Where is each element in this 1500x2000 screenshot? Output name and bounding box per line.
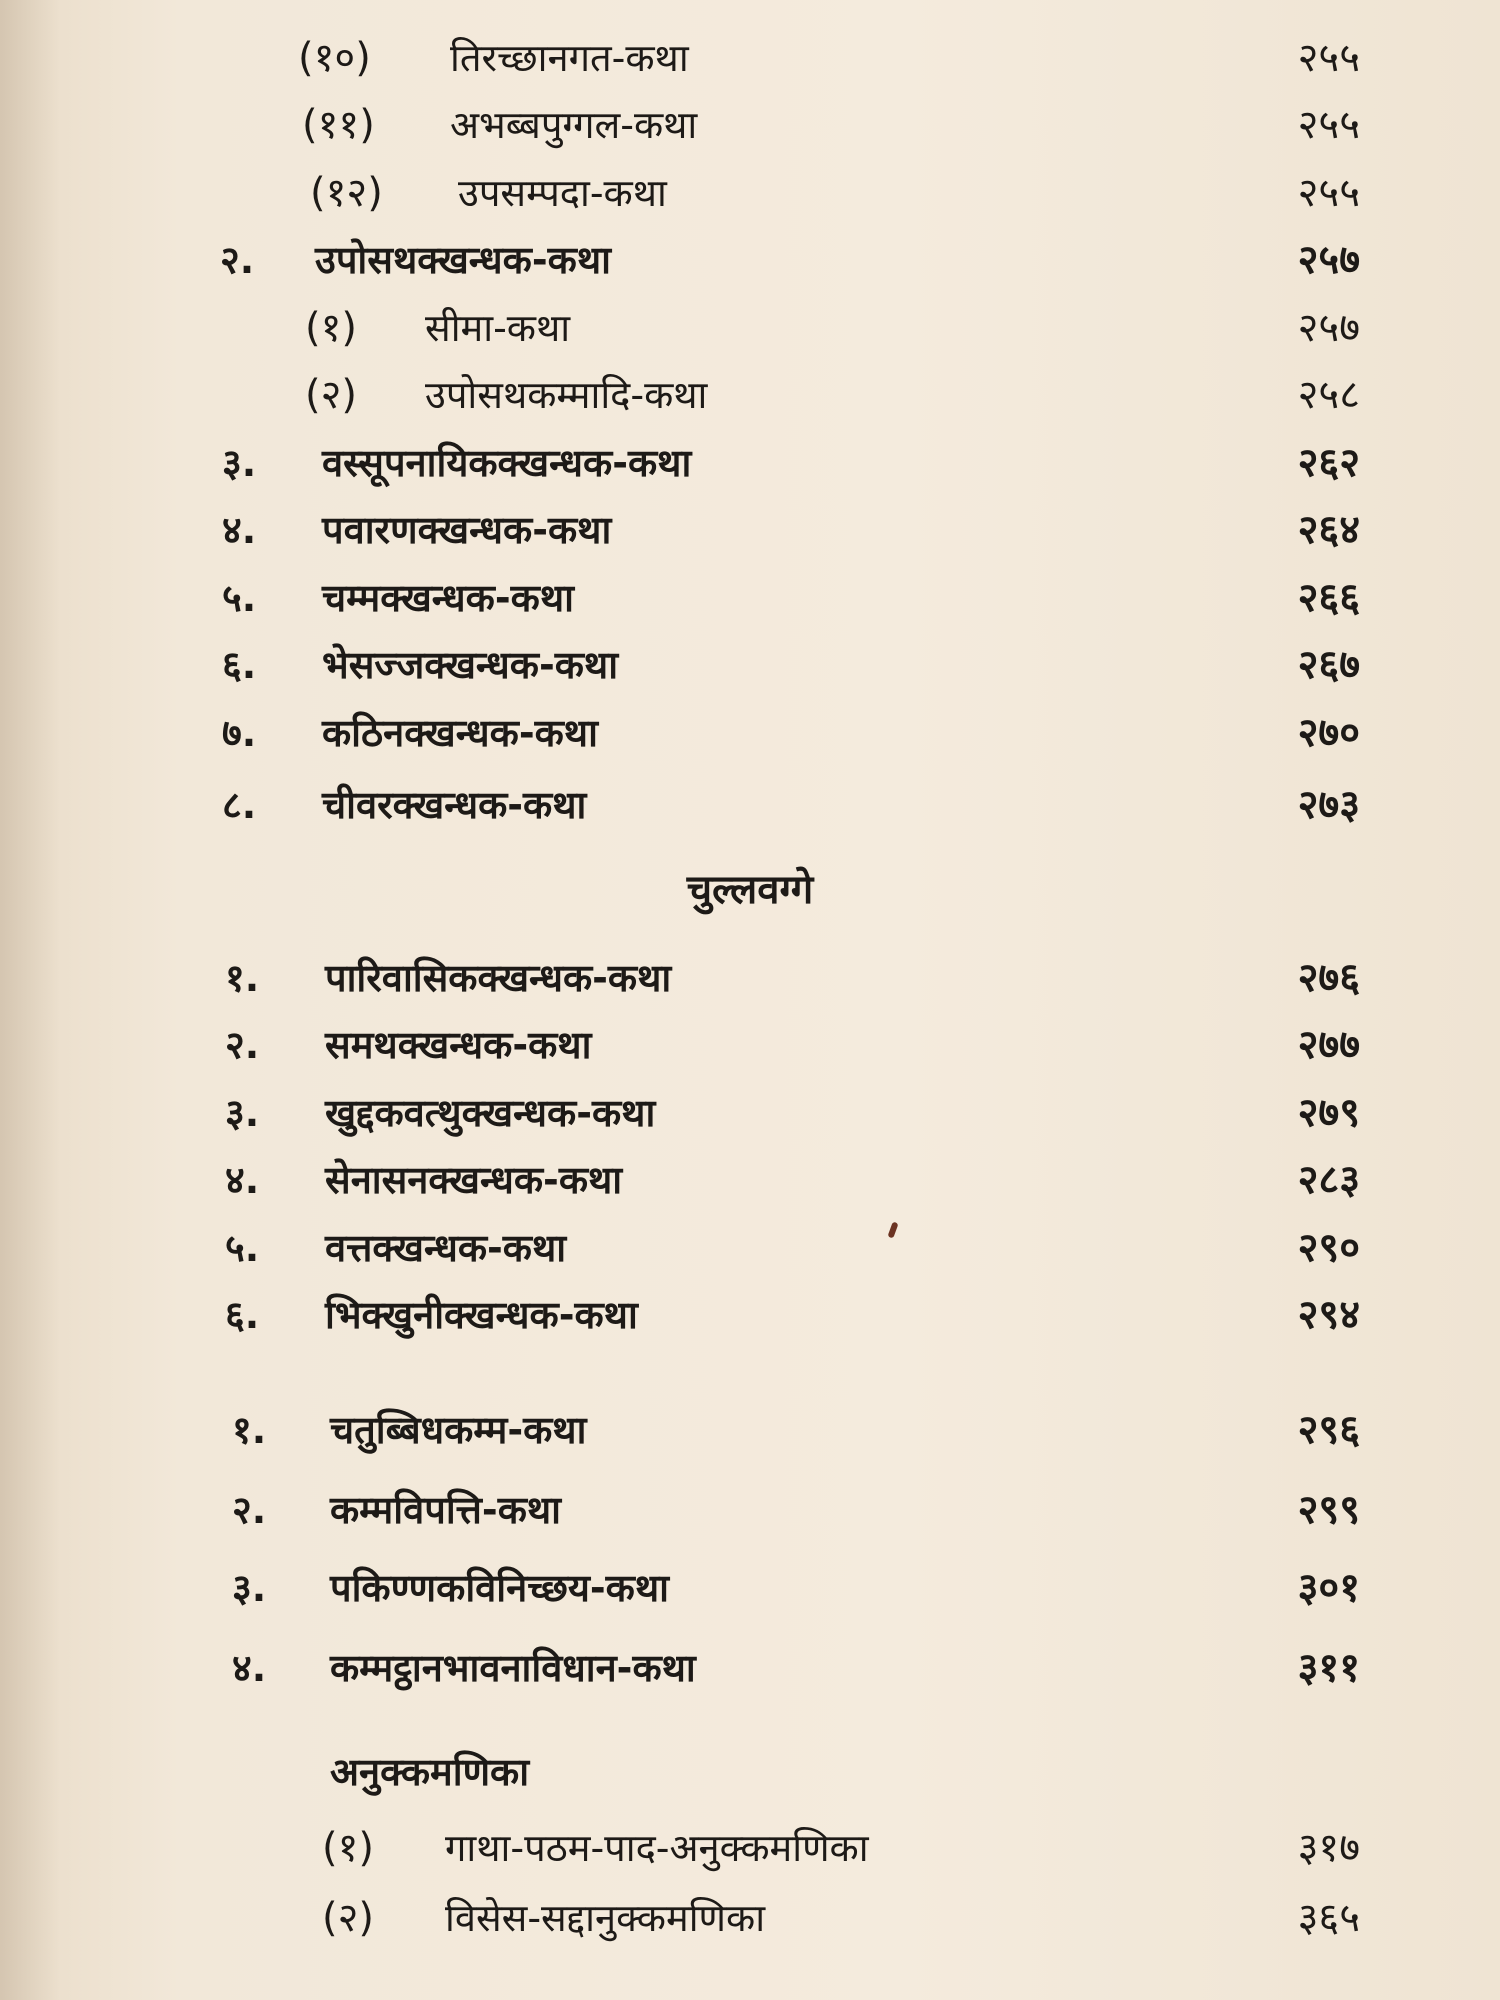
toc-label: तिरच्छानगत-कथा <box>450 36 689 80</box>
toc-page-number: २७० <box>1297 710 1360 756</box>
toc-row <box>0 1285 1500 1345</box>
toc-number: ८. <box>222 783 257 827</box>
toc-page-number: २९० <box>1297 1225 1360 1271</box>
toc-row <box>0 1083 1500 1143</box>
toc-page-number: ३१७ <box>1297 1825 1360 1871</box>
toc-row <box>0 28 1500 88</box>
toc-page-number: ३६५ <box>1297 1895 1360 1941</box>
toc-page-number: २९९ <box>1297 1487 1360 1533</box>
toc-label: अभब्बपुग्गल-कथा <box>450 103 698 147</box>
toc-row <box>0 1218 1500 1278</box>
toc-row <box>0 230 1500 290</box>
toc-row <box>0 365 1500 425</box>
toc-row <box>0 163 1500 223</box>
toc-page-number: २७३ <box>1297 782 1360 828</box>
toc-label: कठिनक्खन्धक-कथा <box>322 711 598 755</box>
toc-number: २. <box>232 1488 267 1532</box>
toc-number: ५. <box>225 1226 260 1270</box>
toc-page-number: २७७ <box>1297 1022 1360 1068</box>
toc-number: २. <box>220 238 255 282</box>
toc-label: गाथा-पठम-पाद-अनुक्कमणिका <box>445 1826 869 1870</box>
toc-label: पारिवासिकक्खन्धक-कथा <box>325 956 672 1000</box>
toc-page-number: २५५ <box>1297 35 1360 81</box>
toc-row <box>0 433 1500 493</box>
toc-label: भेसज्जक्खन्धक-कथा <box>322 643 619 687</box>
toc-number: ६. <box>225 1293 260 1337</box>
toc-row <box>0 298 1500 358</box>
toc-page-number: २९४ <box>1297 1292 1360 1338</box>
toc-page-number: २५८ <box>1297 372 1360 418</box>
toc-label: पवारणक्खन्धक-कथा <box>322 508 612 552</box>
toc-number: (१) <box>305 305 358 351</box>
toc-label: चम्मक्खन्धक-कथा <box>322 576 574 620</box>
section-heading: चुल्लवग्गे <box>686 867 814 913</box>
toc-row <box>0 1480 1500 1540</box>
toc-number: (१०) <box>298 35 371 81</box>
toc-label: उपोसथकम्मादि-कथा <box>425 373 708 417</box>
toc-page-number: २७९ <box>1297 1090 1360 1136</box>
toc-label: भिक्खुनीक्खन्धक-कथा <box>325 1293 638 1337</box>
toc-row <box>0 1638 1500 1698</box>
toc-number: ३. <box>232 1566 267 1610</box>
toc-number: (१२) <box>310 170 383 216</box>
toc-row <box>0 1150 1500 1210</box>
toc-page-number: २७६ <box>1297 955 1360 1001</box>
toc-number: (२) <box>322 1895 375 1941</box>
toc-number: १. <box>225 956 260 1000</box>
toc-label: कम्मविपत्ति-कथा <box>330 1488 562 1532</box>
toc-label: कम्मट्ठानभावनाविधान-कथा <box>330 1646 696 1690</box>
toc-number: ४. <box>225 1158 260 1202</box>
toc-number: (१) <box>322 1825 375 1871</box>
index-heading: अनुक्कमणिका <box>330 1750 530 1794</box>
toc-label: उपसम्पदा-कथा <box>458 171 667 215</box>
toc-number: १. <box>232 1408 267 1452</box>
toc-page-number: २५५ <box>1297 102 1360 148</box>
toc-row <box>0 775 1500 835</box>
toc-label: सेनासनक्खन्धक-कथा <box>325 1158 623 1202</box>
toc-number: २. <box>225 1023 260 1067</box>
toc-number: ७. <box>222 711 257 755</box>
toc-page-number: २६२ <box>1297 440 1360 486</box>
toc-number: ३. <box>222 441 257 485</box>
toc-number: (२) <box>305 372 358 418</box>
toc-row <box>0 635 1500 695</box>
toc-label: समथक्खन्धक-कथा <box>325 1023 592 1067</box>
toc-number: (११) <box>302 102 375 148</box>
toc-row <box>0 703 1500 763</box>
toc-row <box>0 1400 1500 1460</box>
toc-page-number: २५७ <box>1297 237 1360 283</box>
toc-row <box>0 1818 1500 1878</box>
toc-page-number: २५५ <box>1297 170 1360 216</box>
toc-row <box>0 948 1500 1008</box>
toc-label: खुद्दकवत्थुक्खन्धक-कथा <box>325 1091 656 1135</box>
toc-row <box>0 500 1500 560</box>
toc-row <box>0 1558 1500 1618</box>
toc-label: सीमा-कथा <box>425 306 571 350</box>
toc-label: पकिण्णकविनिच्छय-कथा <box>330 1566 669 1610</box>
toc-page-number: २९६ <box>1297 1407 1360 1453</box>
toc-page-number: ३११ <box>1297 1645 1360 1691</box>
toc-row <box>0 1888 1500 1948</box>
toc-row <box>0 1015 1500 1075</box>
toc-label: चीवरक्खन्धक-कथा <box>322 783 587 827</box>
toc-label: वत्तक्खन्धक-कथा <box>325 1226 567 1270</box>
toc-page-number: ३०१ <box>1297 1565 1360 1611</box>
toc-label: विसेस-सद्दानुक्कमणिका <box>445 1896 766 1940</box>
toc-number: ४. <box>232 1646 267 1690</box>
toc-number: ३. <box>225 1091 260 1135</box>
toc-page-number: २५७ <box>1297 305 1360 351</box>
toc-number: ५. <box>222 576 257 620</box>
toc-row <box>0 568 1500 628</box>
toc-page-number: २६७ <box>1297 642 1360 688</box>
toc-label: वस्सूपनायिकक्खन्धक-कथा <box>322 441 692 485</box>
toc-page-number: २६६ <box>1297 575 1360 621</box>
toc-number: ४. <box>222 508 257 552</box>
toc-page-number: २६४ <box>1297 507 1360 553</box>
toc-row <box>0 95 1500 155</box>
toc-page-number: २८३ <box>1297 1157 1360 1203</box>
toc-label: उपोसथक्खन्धक-कथा <box>315 238 611 282</box>
toc-label: चतुब्बिधकम्म-कथा <box>330 1408 587 1452</box>
toc-number: ६. <box>222 643 257 687</box>
